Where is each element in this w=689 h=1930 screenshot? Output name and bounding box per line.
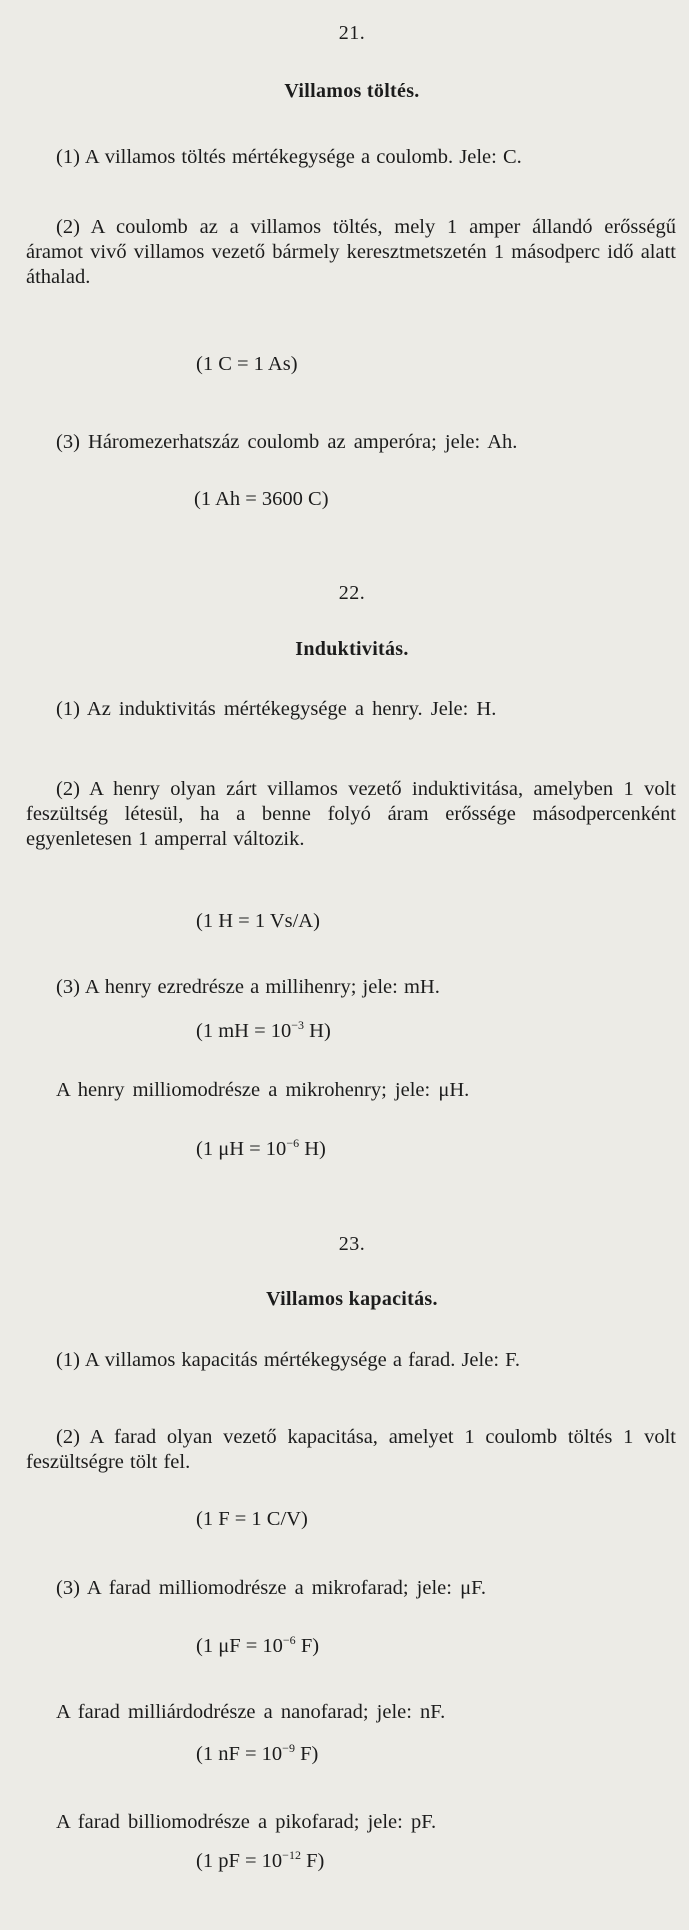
- formula: (1 H = 1 Vs/A): [196, 910, 320, 932]
- formula-exponent: −3: [291, 1018, 305, 1033]
- formula-base: (1 nF = 10: [196, 1743, 283, 1765]
- formula: [196, 1850, 324, 1873]
- section-title: Villamos töltés.: [284, 80, 420, 102]
- paragraph: A farad milliárdodrésze a nanofarad; jele: nF.: [56, 1701, 446, 1723]
- formula-exponent: −9: [282, 1741, 295, 1756]
- formula-exponent: −6: [286, 1136, 300, 1151]
- formula-unit: F): [295, 1635, 320, 1657]
- formula-unit: H): [299, 1138, 326, 1160]
- section-number: 21.: [338, 22, 366, 44]
- paragraph: (3) A henry ezredrésze a millihenry; jele: mH.: [56, 976, 440, 998]
- paragraph: (3) A farad milliomodrésze a mikrofarad; jele: μF.: [56, 1577, 486, 1599]
- formula-base: (1 μH = 10: [196, 1138, 287, 1160]
- paragraph: (1) A villamos kapacitás mértékegysége a farad. Jele: F.: [56, 1349, 521, 1371]
- formula: (1 Ah = 3600 C): [194, 488, 329, 510]
- formula: [196, 1635, 319, 1658]
- paragraph: (2) A farad olyan vezető kapacitása, amelyet 1 coulomb töltés 1 volt feszültségre tölt fel.: [26, 1426, 676, 1473]
- paragraph: A henry milliomodrésze a mikrohenry; jele: μH.: [56, 1079, 470, 1101]
- paragraph: A farad billiomodrésze a pikofarad; jele: pF.: [56, 1811, 437, 1833]
- formula-unit: H): [304, 1020, 331, 1042]
- paragraph: (2) A coulomb az a villamos töltés, mely 1 amper állandó erősségű áramot vivő villamos vezető bármely keresztmetszetén 1 másodperc idő alatt áthalad.: [26, 216, 676, 288]
- paragraph: (1) Az induktivitás mértékegysége a henry. Jele: H.: [56, 698, 497, 720]
- paragraph: (3) Háromezerhatszáz coulomb az amperóra; jele: Ah.: [56, 431, 518, 453]
- formula: (1 C = 1 As): [196, 353, 298, 375]
- formula: (1 F = 1 C/V): [196, 1508, 308, 1530]
- formula: [196, 1020, 331, 1043]
- formula-unit: F): [300, 1850, 325, 1872]
- formula-exponent: −12: [282, 1848, 301, 1863]
- document-page: [26, 0, 678, 1930]
- section-number: 23.: [338, 1233, 366, 1255]
- section-title: Induktivitás.: [295, 638, 409, 660]
- formula-base: (1 μF = 10: [196, 1635, 283, 1657]
- paragraph: (1) A villamos töltés mértékegysége a coulomb. Jele: C.: [56, 146, 522, 168]
- section-title: Villamos kapacitás.: [266, 1288, 438, 1310]
- formula-base: (1 pF = 10: [196, 1850, 283, 1872]
- paragraph: (2) A henry olyan zárt villamos vezető induktivitása, amelyben 1 volt feszültség létesül, ha a benne folyó áram erőssége másodpercenként egyenletesen 1 amperral változik.: [26, 778, 676, 850]
- formula-unit: F): [294, 1743, 319, 1765]
- formula-exponent: −6: [282, 1633, 296, 1648]
- formula-base: (1 mH = 10: [196, 1020, 292, 1042]
- formula: [196, 1743, 318, 1766]
- section-number: 22.: [338, 582, 366, 604]
- formula: [196, 1138, 326, 1161]
